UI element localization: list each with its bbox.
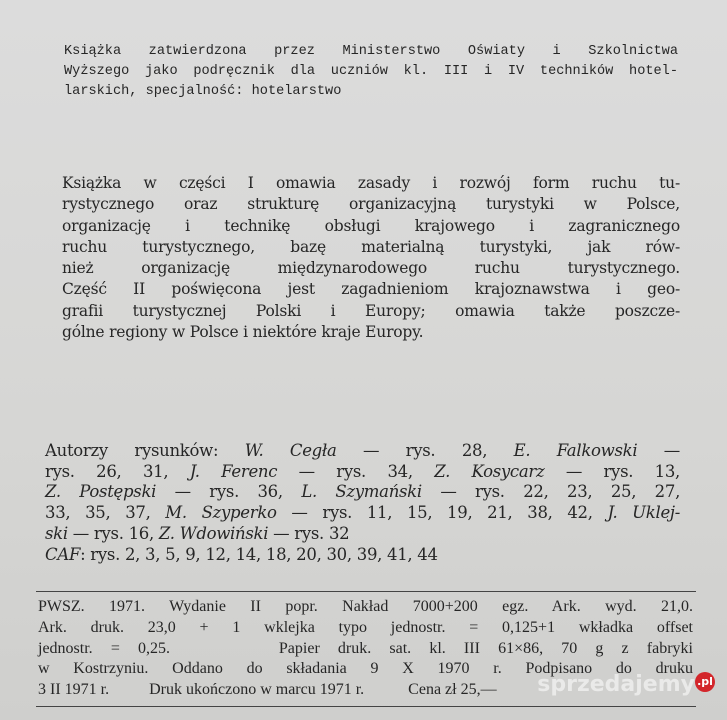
description-line: Część II poświęcona jest zagadnieniom krajoznawstwa i geo- [62,280,680,299]
approval-note [64,42,678,102]
illustrator-name: Z. Wdowiński [158,523,269,543]
credits-text: — rys. 16, [67,523,159,543]
illustration-credits [45,441,680,565]
approval-line: Książka zatwierdzona przez Ministerstwo Oświaty i Szkolnictwa [64,44,678,59]
illustrator-name: Z. Postępski [45,482,157,502]
credits-text: : rys. 2, 3, 5, 9, 12, 14, 18, 20, 30, 39, 41, 44 [80,544,438,564]
approval-line: larskich, specjalność: hotelarstwo [64,84,342,99]
illustrator-name: J. Ferenc [189,461,278,481]
credits-text: rys. 26, 31, [45,461,190,481]
credits-text: — rys. 32 [268,523,350,543]
bottom-rule [36,706,696,707]
credits-line [45,441,680,462]
watermark-badge: .pl [695,672,715,692]
credits-text: Autorzy rysunków: [45,441,245,460]
illustrator-name: M. Szyperko [165,503,277,523]
watermark-text: sprzedajemy [537,672,695,697]
credits-text: — rys. 11, 15, 19, 21, 38, 42, [276,503,608,523]
credits-text: — rys. 34, [277,461,435,481]
credits-line [45,524,680,545]
illustrator-name: Z. Kosycarz [434,461,545,481]
credits-line [45,503,680,524]
credits-text: — rys. 13, [544,461,680,481]
illustrator-name: L. Szymański [301,482,422,502]
credits-text: — rys. 28, [336,441,514,460]
description-line: Książka w części I omawia zasady i rozwój form ruchu tu- [62,174,680,192]
credits-text: — rys. 36, [156,482,302,502]
imprint-line: jednostr. = 0,25. Papier druk. sat. kl. III 61×86, 70 g z fabryki [38,639,693,657]
credits-text: — [637,441,680,460]
illustrator-name: W. Cegła [244,441,337,460]
credits-line [45,545,680,566]
imprint-line: PWSZ. 1971. Wydanie II popr. Nakład 7000+200 egz. Ark. wyd. 21,0. [38,598,693,615]
book-description [62,173,680,343]
description-line: organizację i technikę obsługi krajowego i zagranicznego [62,216,680,235]
illustrator-name: E. Falkowski [513,441,638,460]
credits-text: 33, 35, 37, [45,503,166,523]
description-line: gólne regiony w Polsce i niektóre kraje Europy. [62,323,424,342]
credits-line [45,482,680,503]
description-line: ruchu turystycznego, bazę materialną turystyki, jak rów- [62,237,680,256]
description-line: nież organizację międzynarodowego ruchu turystycznego. [62,259,680,278]
description-line: rystycznego oraz strukturę organizacyjną turystyki w Polsce, [62,195,680,214]
description-line: grafii turystycznej Polski i Europy; omawia także poszcze- [62,301,680,320]
top-rule [36,591,696,592]
imprint-line: w Kostrzyniu. Oddano do składania 9 X 1970 r. Podpisano do druku [38,660,693,678]
imprint-line: Ark. druk. 23,0 + 1 wklejka typo jednostr. = 0,125+1 wkładka offset [38,618,693,636]
illustrator-name: ski [45,523,68,543]
illustrator-name: J. Uklej- [607,503,681,523]
imprint-line: 3 II 1971 r. Druk ukończono w marcu 1971 r. Cena zł 25,— [38,681,497,699]
credits-text: — rys. 22, 23, 25, 27, [421,482,681,502]
illustrator-name: CAF [45,544,81,564]
watermark-logo [537,672,715,697]
approval-line: Wyższego jako podręcznik dla uczniów kl. III i IV techników hotel- [64,64,678,79]
credits-line [45,462,680,483]
